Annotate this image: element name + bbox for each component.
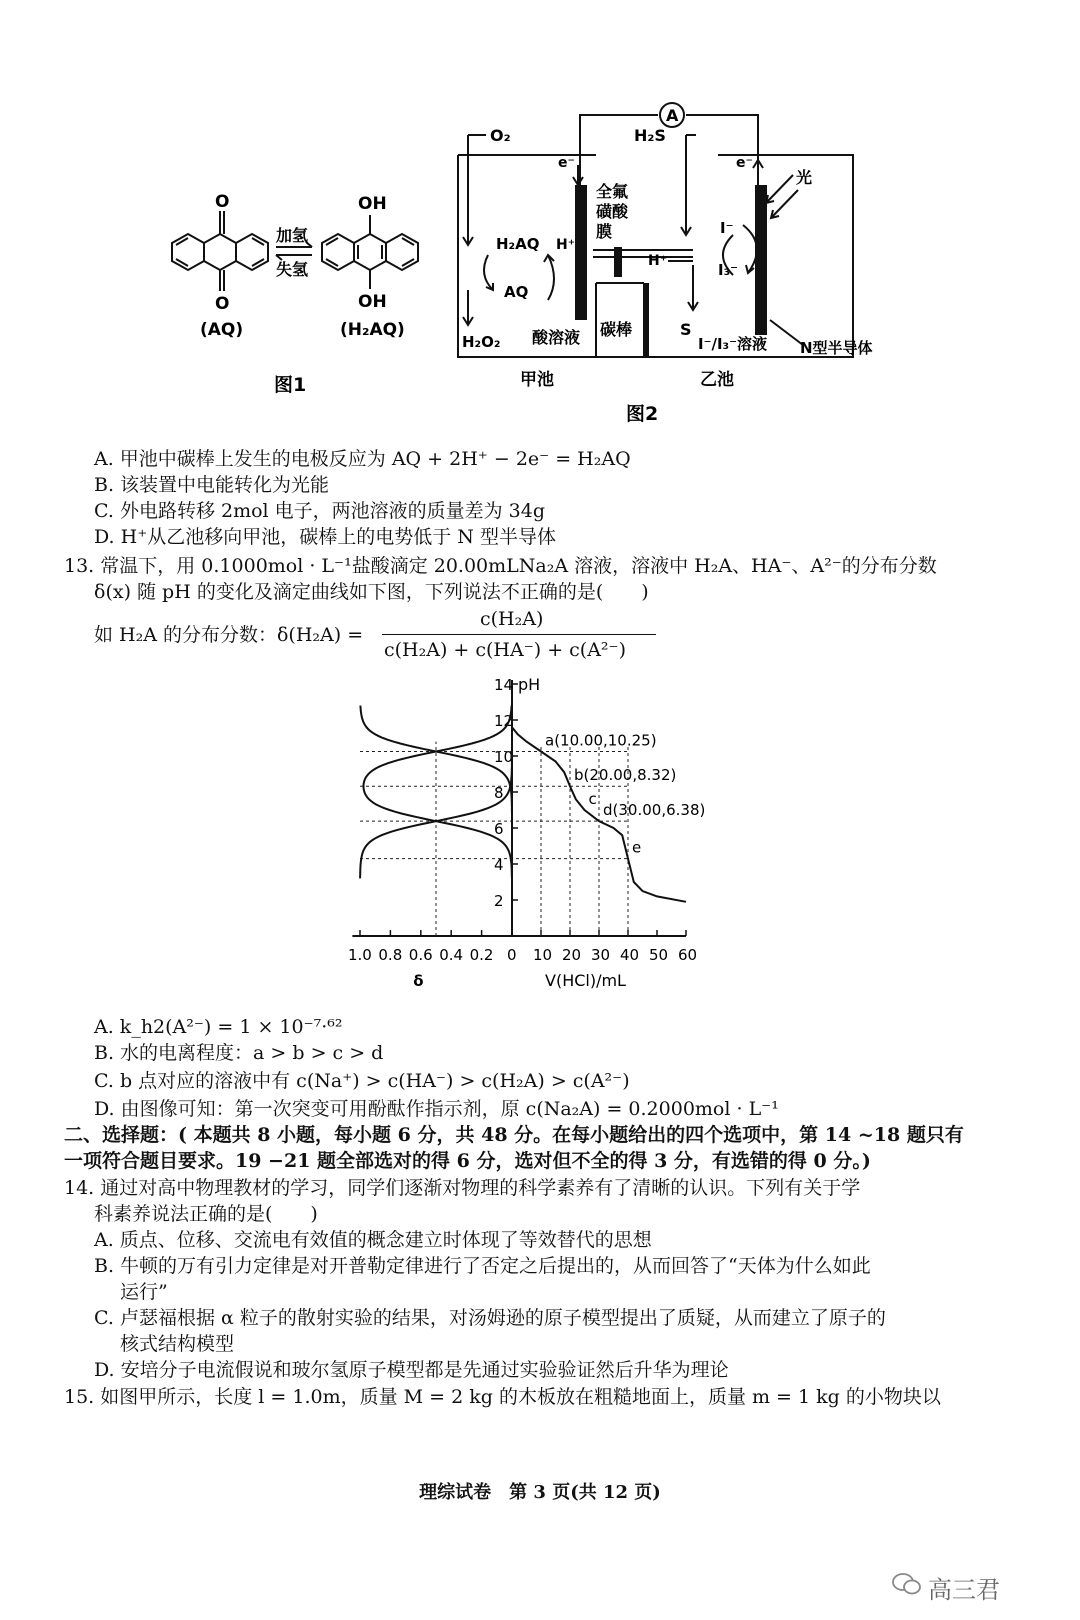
figure-2 (448, 95, 898, 430)
point-label: a(10.00,10.25) (545, 731, 657, 750)
semiconductor-label: N型半导体 (800, 339, 873, 357)
q14-stem-line1: 14. 通过对高中物理教材的学习，同学们逐渐对物理的科学素养有了清晰的认识。下列有关于学 (64, 1177, 861, 1199)
q13-stem-line2: δ(x) 随 pH 的变化及滴定曲线如下图，下列说法不正确的是( ) (94, 581, 649, 603)
x-tick-label: 0 (507, 946, 517, 964)
q14-option-d: D. 安培分子电流假说和玻尔氢原子模型都是先通过实验验证然后升华为理论 (94, 1359, 729, 1381)
q14-option-c-line1: C. 卢瑟福根据 α 粒子的散射实验的结果，对汤姆逊的原子模型提出了质疑，从而建立了原子的 (94, 1307, 886, 1329)
solution-label: I⁻/I₃⁻溶液 (698, 335, 768, 353)
section-2-heading-line2: 一项符合题目要求。19 −21 题全部选对的得 6 分，选对但不全的得 3 分，有选错的得 0 分。) (64, 1150, 871, 1172)
membrane-label-2: 磺酸 (596, 202, 629, 221)
point-label: c (588, 790, 597, 808)
x-tick-label: 30 (591, 946, 611, 964)
q15-stem-line1: 15. 如图甲所示，长度 l = 1.0m，质量 M = 2 kg 的木板放在粗糙地面上，质量 m = 1 kg 的小物块以 (64, 1386, 941, 1408)
i3-minus-label: I₃⁻ (718, 261, 739, 279)
h2s-label: H₂S (634, 126, 666, 145)
x-tick-label-left: 1.0 (348, 946, 372, 964)
x-tick-label-left: 0.8 (378, 946, 403, 964)
y-tick-label: 8 (494, 784, 504, 802)
membrane-label-3: 膜 (596, 222, 613, 241)
h2o2-label: H₂O₂ (462, 333, 501, 351)
n-semiconductor-electrode (755, 185, 767, 335)
aq-o-top: O (215, 192, 230, 212)
aq-label-fig2: AQ (504, 283, 529, 301)
point-label: e (632, 838, 642, 857)
e-left-label: e⁻ (558, 155, 575, 171)
figure-1-caption: 图1 (274, 374, 307, 396)
x-tick-label: 10 (533, 946, 553, 964)
y-tick-label: 4 (494, 856, 504, 874)
ammeter-label: A (666, 106, 679, 125)
light-label: 光 (796, 168, 813, 187)
y-tick-label: 6 (494, 820, 504, 838)
membrane-label-1: 全氟 (596, 182, 629, 201)
e-right-label: e⁻ (736, 155, 753, 171)
titration-chart (330, 668, 710, 998)
q13-formula-denominator: c(H₂A) + c(HA⁻) + c(A²⁻) (384, 639, 626, 661)
y-tick-label: 12 (494, 712, 514, 730)
x-axis-label: V(HCl)/mL (545, 971, 626, 990)
x-tick-label: 60 (678, 946, 698, 964)
q13-stem-line1: 13. 常温下，用 0.1000mol · L⁻¹盐酸滴定 20.00mLNa₂A 溶液，溶液中 H₂A、HA⁻、A²⁻的分布分数 (64, 555, 937, 577)
x-tick-label: 50 (649, 946, 669, 964)
delta-axis-label: δ (413, 972, 424, 990)
x-tick-label-left: 0.6 (408, 946, 433, 964)
h2aq-label-fig2: H₂AQ (496, 235, 540, 253)
point-label: b(20.00,8.32) (574, 766, 677, 785)
figure-2-caption: 图2 (626, 403, 659, 425)
x-tick-label: 40 (620, 946, 640, 964)
q13-option-a: A. k_h2(A²⁻) = 1 × 10⁻⁷·⁶² (94, 1016, 343, 1038)
q13-option-d: D. 由图像可知：第一次突变可用酚酞作指示剂，原 c(Na₂A) = 0.2000mol · L⁻¹ (94, 1098, 779, 1120)
point-label: d(30.00,6.38) (603, 801, 706, 820)
x-tick-label: 20 (562, 946, 582, 964)
q14-option-c-line2: 核式结构模型 (120, 1333, 235, 1355)
q13-fraction-bar (382, 634, 656, 635)
o2-label: O₂ (490, 126, 511, 145)
acid-label: 酸溶液 (532, 328, 581, 347)
q14-option-b-line2: 运行” (120, 1281, 168, 1303)
carbon-electrode (575, 185, 587, 320)
q12-option-b: B. 该装置中电能转化为光能 (94, 474, 330, 496)
section-2-heading-line1: 二、选择题：( 本题共 8 小题，每小题 6 分，共 48 分。在每小题给出的四个选项中，第 14 ~18 题只有 (64, 1124, 964, 1146)
carbon-label: 碳棒 (600, 320, 633, 339)
right-cell-label: 乙池 (700, 370, 734, 390)
q13-option-b: B. 水的电离程度：a > b > c > d (94, 1042, 384, 1064)
q13-option-c: C. b 点对应的溶液中有 c(Na⁺) > c(HA⁻) > c(H₂A) > c(A²⁻) (94, 1070, 630, 1092)
figure-1 (160, 185, 430, 400)
s-label: S (680, 320, 692, 339)
q13-formula-prefix: 如 H₂A 的分布分数：δ(H₂A) = (94, 624, 364, 646)
h2aq-label: (H₂AQ) (340, 320, 405, 340)
y-tick-label: 14 (494, 676, 514, 694)
distribution-curve-ha (364, 706, 512, 879)
arrow-bottom-label: 失氢 (276, 260, 309, 279)
aq-o-bottom: O (215, 294, 230, 314)
q14-option-b-line1: B. 牛顿的万有引力定律是对开普勒定律进行了否定之后提出的，从而回答了“天体为什么如此 (94, 1255, 871, 1277)
y-axis-label: pH (518, 675, 541, 694)
x-tick-label-left: 0.2 (469, 946, 494, 964)
q12-option-d: D. H⁺从乙池移向甲池，碳棒上的电势低于 N 型半导体 (94, 526, 556, 548)
q12-option-c: C. 外电路转移 2mol 电子，两池溶液的质量差为 34g (94, 500, 546, 522)
arrow-top-label: 加氢 (276, 226, 309, 245)
x-tick-label-left: 0.4 (439, 946, 464, 964)
i-minus-label: I⁻ (720, 219, 734, 237)
watermark: 高三君 (928, 1576, 1000, 1604)
y-tick-label: 2 (494, 892, 504, 910)
page-footer: 理综试卷 第 3 页(共 12 页) (419, 1482, 661, 1503)
h2aq-oh-bottom: OH (358, 292, 387, 312)
h2aq-oh-top: OH (358, 194, 387, 214)
q14-stem-line2: 科素养说法正确的是( ) (94, 1203, 318, 1225)
membrane (614, 247, 622, 277)
hplus-left-label: H⁺ (556, 237, 576, 253)
hplus-right-label: H⁺ (648, 253, 668, 269)
wechat-icon (892, 1572, 922, 1596)
aq-label: (AQ) (200, 320, 244, 340)
left-cell-label: 甲池 (520, 370, 554, 390)
q13-formula-numerator: c(H₂A) (480, 608, 544, 630)
q12-option-a: A. 甲池中碳棒上发生的电极反应为 AQ + 2H⁺ − 2e⁻ = H₂AQ (94, 448, 631, 470)
y-tick-label: 10 (494, 748, 514, 766)
q14-option-a: A. 质点、位移、交流电有效值的概念建立时体现了等效替代的思想 (94, 1229, 652, 1251)
